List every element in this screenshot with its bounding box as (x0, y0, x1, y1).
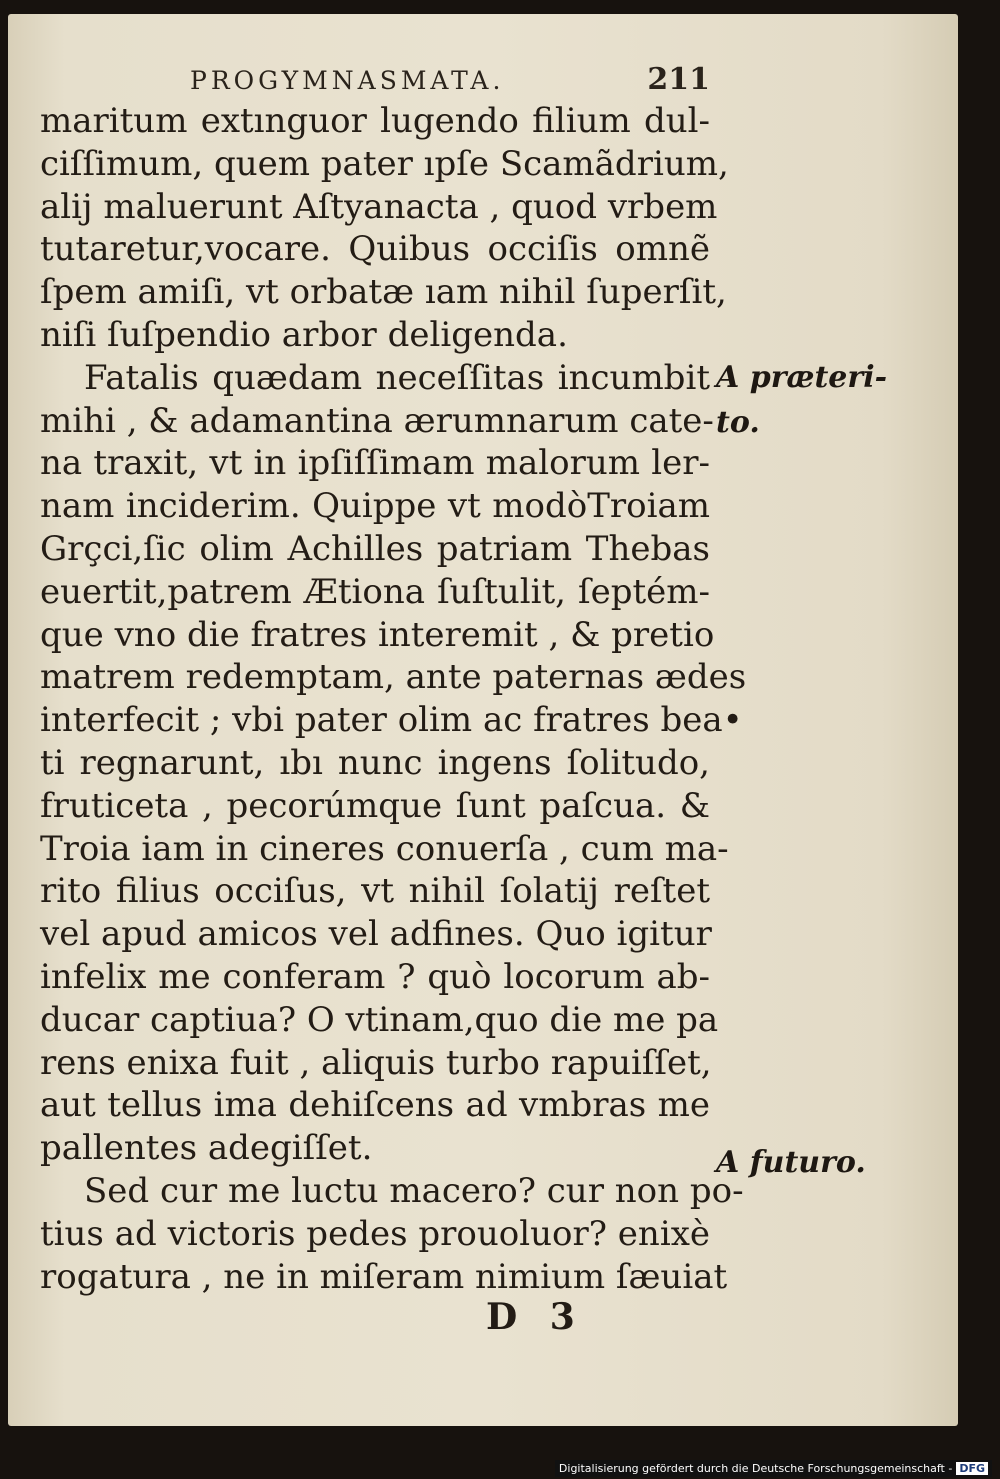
signature-mark: D 3 (486, 1296, 585, 1338)
text-line: aut tellus ima dehiſcens ad vmbras me (40, 1085, 710, 1126)
text-line: vel apud amicos vel adfines. Quo igitur (40, 914, 712, 955)
text-line: euertit,patrem Ætiona ſuſtulit, ſeptém- (40, 571, 710, 612)
text-line: nam inciderim. Quippe vt modòTroiam (40, 486, 710, 527)
text-line: mihi , & adamantina ærumnarum cate- (40, 400, 714, 441)
text-line: niſi ſuſpendio arbor deligenda. (40, 314, 568, 355)
text-line: ciſſimum, quem pater ıpſe Scamãdrium, (40, 143, 729, 184)
text-line: ducar captiua? O vtinam,quo die me pa (40, 999, 719, 1040)
text-line: rito filius occiſus, vt nihil ſolatij reſtet (40, 871, 710, 912)
text-line: ti regnarunt, ıbı nunc ingens ſolitudo, (40, 742, 710, 783)
text-line: rens enixa fuit , aliquis turbo rapuiſſet, (40, 1042, 712, 1083)
text-line: fruticeta , pecorúmque ſunt paſcua. & (40, 785, 710, 826)
dfg-logo: DFG (956, 1462, 988, 1475)
text-line: maritum extınguor lugendo filium dul- (40, 101, 710, 141)
text-line: rogatura , ne in miſeram nimium ſæuiat (40, 1256, 728, 1297)
marginal-note-futuro: A futuro. (716, 1145, 866, 1180)
text-line: alij maluerunt Aſtyanacta , quod vrbem (40, 186, 718, 227)
credit-text: Digitalisierung gefördert durch die Deutsche Forschungsgemeinschaft - (558, 1462, 953, 1475)
text-line: pallentes adegiſſet. (40, 1128, 373, 1169)
text-line: Sed cur me luctu macero? cur non po- (84, 1170, 744, 1211)
text-line: tutaretur,vocare. Quibus occiſis omnẽ (40, 229, 710, 270)
page-header (190, 62, 710, 102)
text-line: tius ad victoris pedes prouoluor? enixè (40, 1213, 710, 1254)
digitization-credit (555, 1460, 992, 1477)
text-line: Grçci,ſic olim Achilles patriam Thebas (40, 528, 710, 569)
running-title: PROGYMNASMATA. (190, 66, 505, 95)
text-line: na traxit, vt in ipſiſſimam malorum ler- (40, 443, 710, 484)
page-number: 211 (647, 62, 710, 97)
text-line: que vno die fratres interemit , & pretio (40, 614, 715, 655)
marginal-note-praeterito-cont: to. (716, 405, 760, 440)
text-line: matrem redemptam, ante paternas ædes (40, 657, 747, 698)
text-line: infelix me conferam ? quò locorum ab- (40, 956, 710, 997)
text-line: Troia iam in cineres conuerſa , cum ma- (40, 828, 729, 869)
marginal-note-praeterito: A præteri- (716, 360, 888, 395)
text-line: interfecit ; vbi pater olim ac fratres bea• (40, 700, 743, 741)
text-line: Fatalis quædam neceſſitas incumbit (84, 357, 710, 398)
body-text (40, 100, 747, 1298)
text-line: ſpem amiſi, vt orbatæ ıam nihil ſuperſit, (40, 272, 727, 313)
